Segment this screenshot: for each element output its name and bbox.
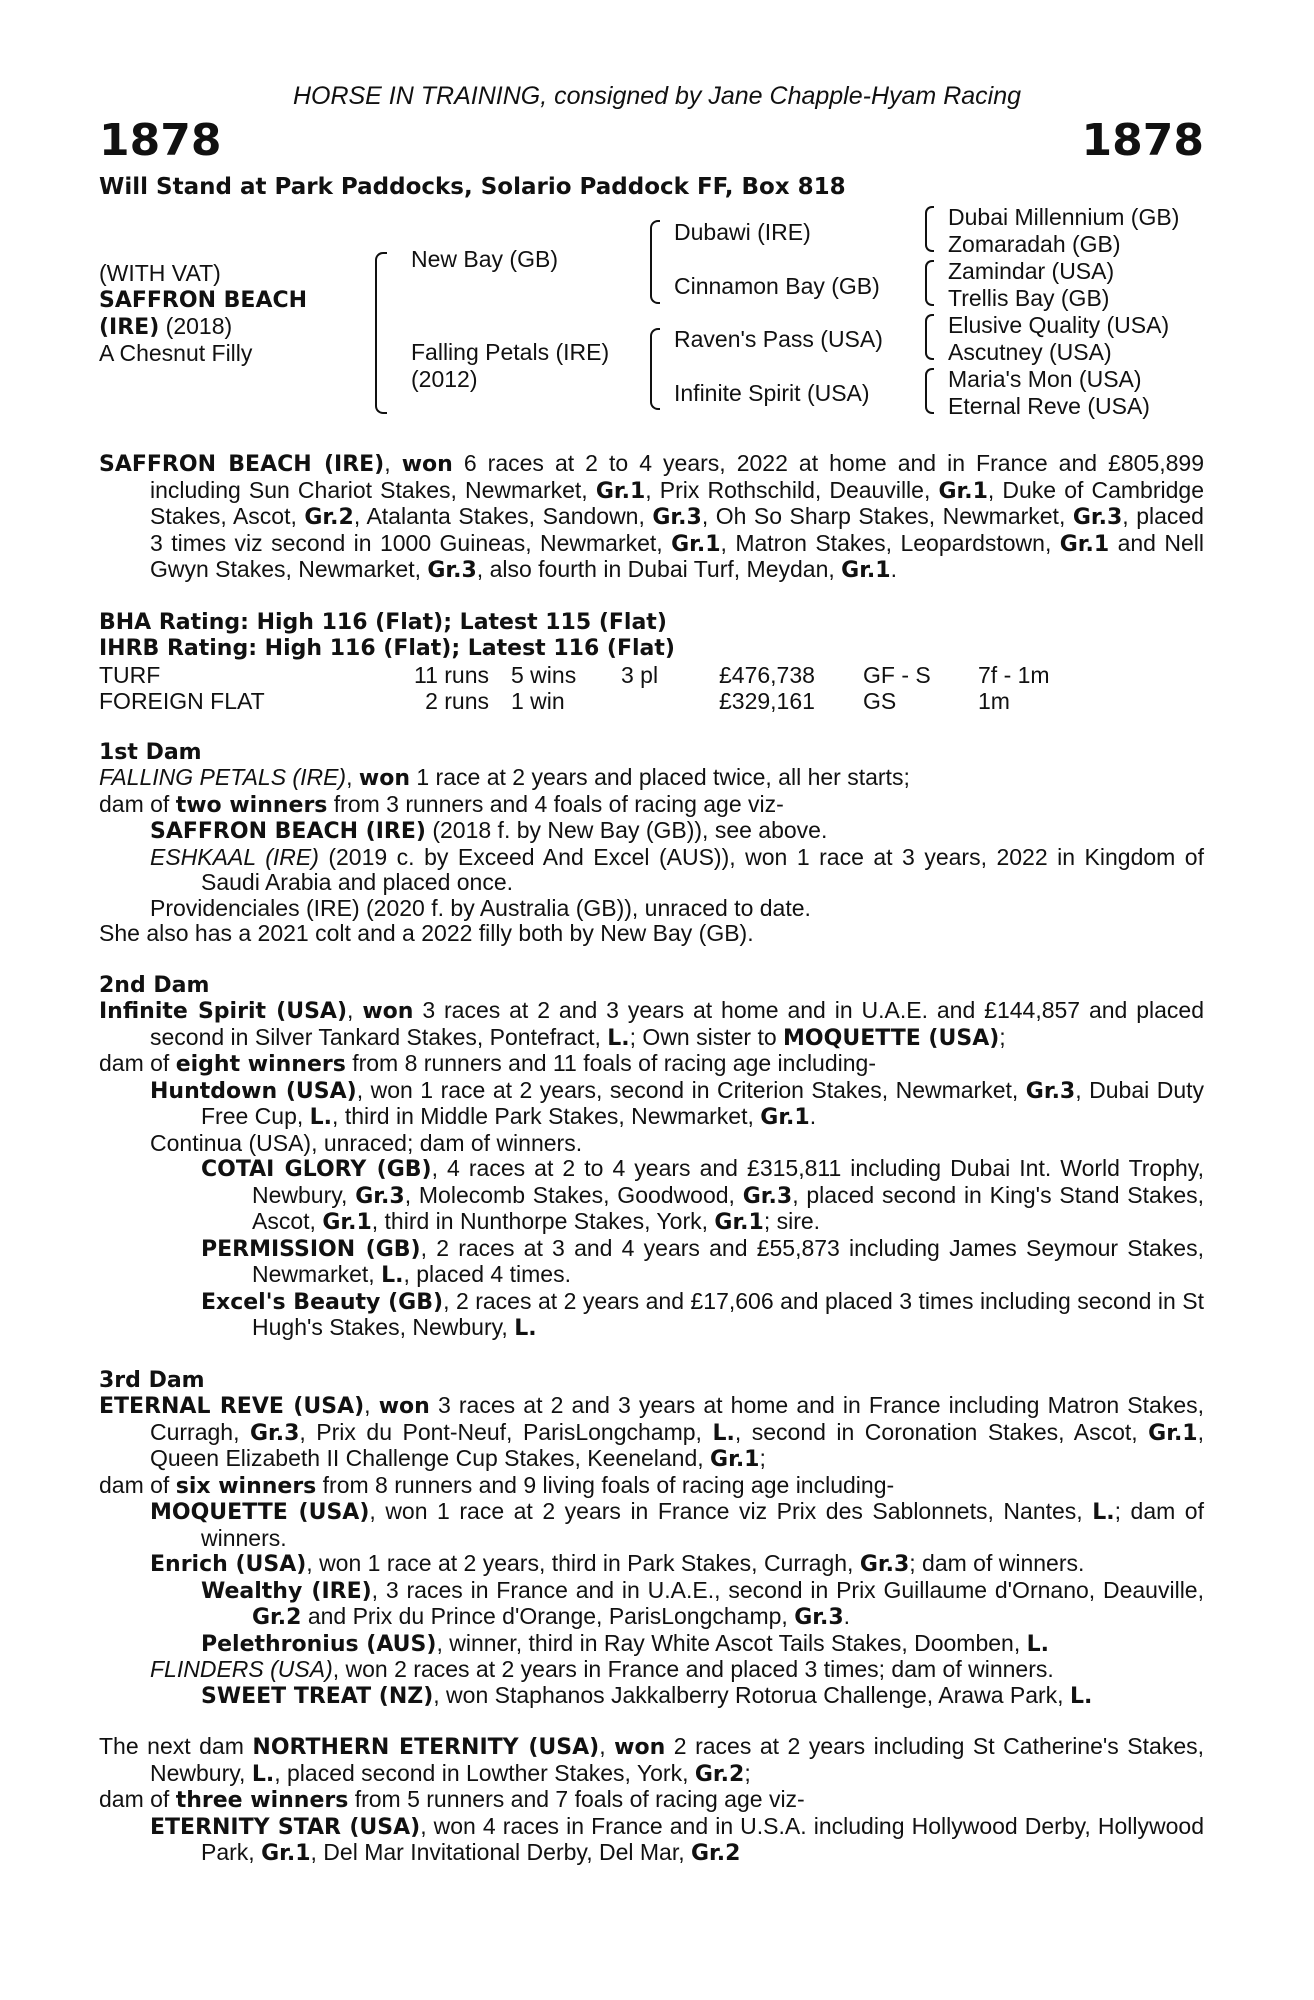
sire: New Bay (GB) [411,246,558,272]
brace-g3 [925,314,934,360]
stand-location: Will Stand at Park Paddocks, Solario Paddock FF, Box 818 [99,174,846,200]
ratings [99,609,1204,714]
dam: Falling Petals (IRE) [411,339,610,365]
sire-sire: Dubawi (IRE) [674,219,811,245]
sire-dam: Cinnamon Bay (GB) [674,273,880,299]
bha-rating: BHA Rating: High 116 (Flat); Latest 115 (Flat) [99,609,667,635]
dam-dam: Infinite Spirit (USA) [674,380,870,406]
horse-origin: (IRE) [99,315,160,340]
brace-g4 [925,368,934,414]
lot-number-left: 1878 [99,115,222,166]
gg-4: Trellis Bay (GB) [948,285,1110,311]
third-dam-section: 3rd Dam ETERNAL REVE (USA), won 3 races at 2 and 3 years at home and in France including Matron Stakes, Curragh, Gr.3, Prix du Pont-Neuf, ParisLongchamp, L., second in Coronation Stakes, Ascot, Gr.1, Queen Elizabeth II Challenge Cup Stakes, Keeneland, Gr.1; dam of six winners from 8 runners and 9 living foals of racing age including- MOQUETTE (USA), won 1 race at 2 years in France viz Prix des Sablonnets, Nantes, L.; dam of winners. Enrich (USA), won 1 race at 2 years, third in Park Stakes, Curragh, Gr.3; dam of winners. Wealthy (IRE), 3 races in France and in U.A.E., second in Prix Guillaume d'Ornano, Deauville, Gr.2 and Prix du Prince d'Orange, ParisLongchamp, Gr.3. Pelethronius (AUS), winner, third in Ray White Ascot Tails Stakes, Doomben, L. FLINDERS (USA), won 2 races at 2 years in France and placed 3 times; dam of winners. SWEET TREAT (NZ), won Staphanos Jakkalberry Rotorua Challenge, Arawa Park, L. [99,1367,1205,1709]
gg-1: Dubai Millennium (GB) [948,204,1180,230]
brace-g2 [925,260,934,306]
catalogue-subtitle: HORSE IN TRAINING, consigned by Jane Chapple-Hyam Racing [292,82,1022,110]
horse-record: SAFFRON BEACH (IRE), won 6 races at 2 to 4 years, 2022 at home and in France and £805,899 including Sun Chariot Stakes, Newmarket, Gr.1, Prix Rothschild, Deauville, Gr.1, Duke of Cambridge Stakes, Ascot, Gr.2, Atalanta Stakes, Sandown, Gr.3, Oh So Sharp Stakes, Newmarket, Gr.3, placed 3 times viz second in 1000 Guineas, Newmarket, Gr.1, Matron Stakes, Leopardstown, Gr.1 and Nell Gwyn Stakes, Newmarket, Gr.3, also fourth in Dubai Turf, Meydan, Gr.1. [99,450,1205,583]
gg-5: Elusive Quality (USA) [948,312,1170,338]
gg-8: Eternal Reve (USA) [948,393,1150,419]
vat-note: (WITH VAT) [99,260,221,286]
dam-year: (2012) [411,366,478,392]
ihrb-rating: IHRB Rating: High 116 (Flat); Latest 116 (Flat) [99,636,675,661]
section-heading: 1st Dam [99,739,202,765]
gg-6: Ascutney (USA) [948,339,1112,365]
section-heading: 2nd Dam [99,972,210,998]
first-dam-section: 1st Dam FALLING PETALS (IRE), won 1 race at 2 years and placed twice, all her starts; dam of two winners from 3 runners and 4 foals of racing age viz- SAFFRON BEACH (IRE) (2018 f. by New Bay (GB)), see above. ESHKAAL (IRE) (2019 c. by Exceed And Excel (AUS)), won 1 race at 3 years, 2022 in Kingdom of Saudi Arabia and placed once. Providenciales (IRE) (2020 f. by Australia (GB)), unraced to date. She also has a 2021 colt and a 2022 filly both by New Bay (GB). [99,739,1204,946]
next-dam-section: The next dam NORTHERN ETERNITY (USA), won 2 races at 2 years including St Catherine's Stakes, Newbury, L., placed second in Lowther Stakes, York, Gr.2; dam of three winners from 5 runners and 7 foals of racing age viz- ETERNITY STAR (USA), won 4 races in France and in U.S.A. including Hollywood Derby, Hollywood Park, Gr.1, Del Mar Invitational Derby, Del Mar, Gr.2 [99,1733,1205,1866]
gg-7: Maria's Mon (USA) [948,366,1142,392]
table-row: FOREIGN FLAT 2 runs 1 win £329,161 GS 1m [99,687,1010,714]
gg-3: Zamindar (USA) [948,258,1115,284]
table-row: TURF 11 runs 5 wins 3 pl £476,738 GF - S 7f - 1m [99,661,1050,688]
gg-2: Zomaradah (GB) [948,231,1121,257]
horse-name: SAFFRON BEACH [99,288,308,313]
horse-year: (2018) [159,313,233,339]
lot-number-right: 1878 [1081,115,1204,166]
pedigree-brace-main [375,252,387,414]
catalogue-body [99,451,1204,1867]
brace-g1 [925,206,934,252]
dam-sire: Raven's Pass (USA) [674,326,883,352]
section-heading: 3rd Dam [99,1367,205,1393]
sire-brace [650,220,660,304]
horse-description: A Chesnut Filly [99,340,253,366]
dam-brace [650,328,660,410]
race-record-table [99,662,1050,714]
second-dam-section: 2nd Dam Infinite Spirit (USA), won 3 races at 2 and 3 years at home and in U.A.E. and £144,857 and placed second in Silver Tankard Stakes, Pontefract, L.; Own sister to MOQUETTE (USA); dam of eight winners from 8 runners and 11 foals of racing age including- Huntdown (USA), won 1 race at 2 years, second in Criterion Stakes, Newmarket, Gr.3, Dubai Duty Free Cup, L., third in Middle Park Stakes, Newmarket, Gr.1. Continua (USA), unraced; dam of winners. COTAI GLORY (GB), 4 races at 2 to 4 years and £315,811 including Dubai Int. World Trophy, Newbury, Gr.3, Molecomb Stakes, Goodwood, Gr.3, placed second in King's Stand Stakes, Ascot, Gr.1, third in Nunthorpe Stakes, York, Gr.1; sire. PERMISSION (GB), 2 races at 3 and 4 years and £55,873 including James Seymour Stakes, Newmarket, L., placed 4 times. Excel's Beauty (GB), 2 races at 2 years and £17,606 and placed 3 times including second in St Hugh's Stakes, Newbury, L. [99,972,1205,1341]
